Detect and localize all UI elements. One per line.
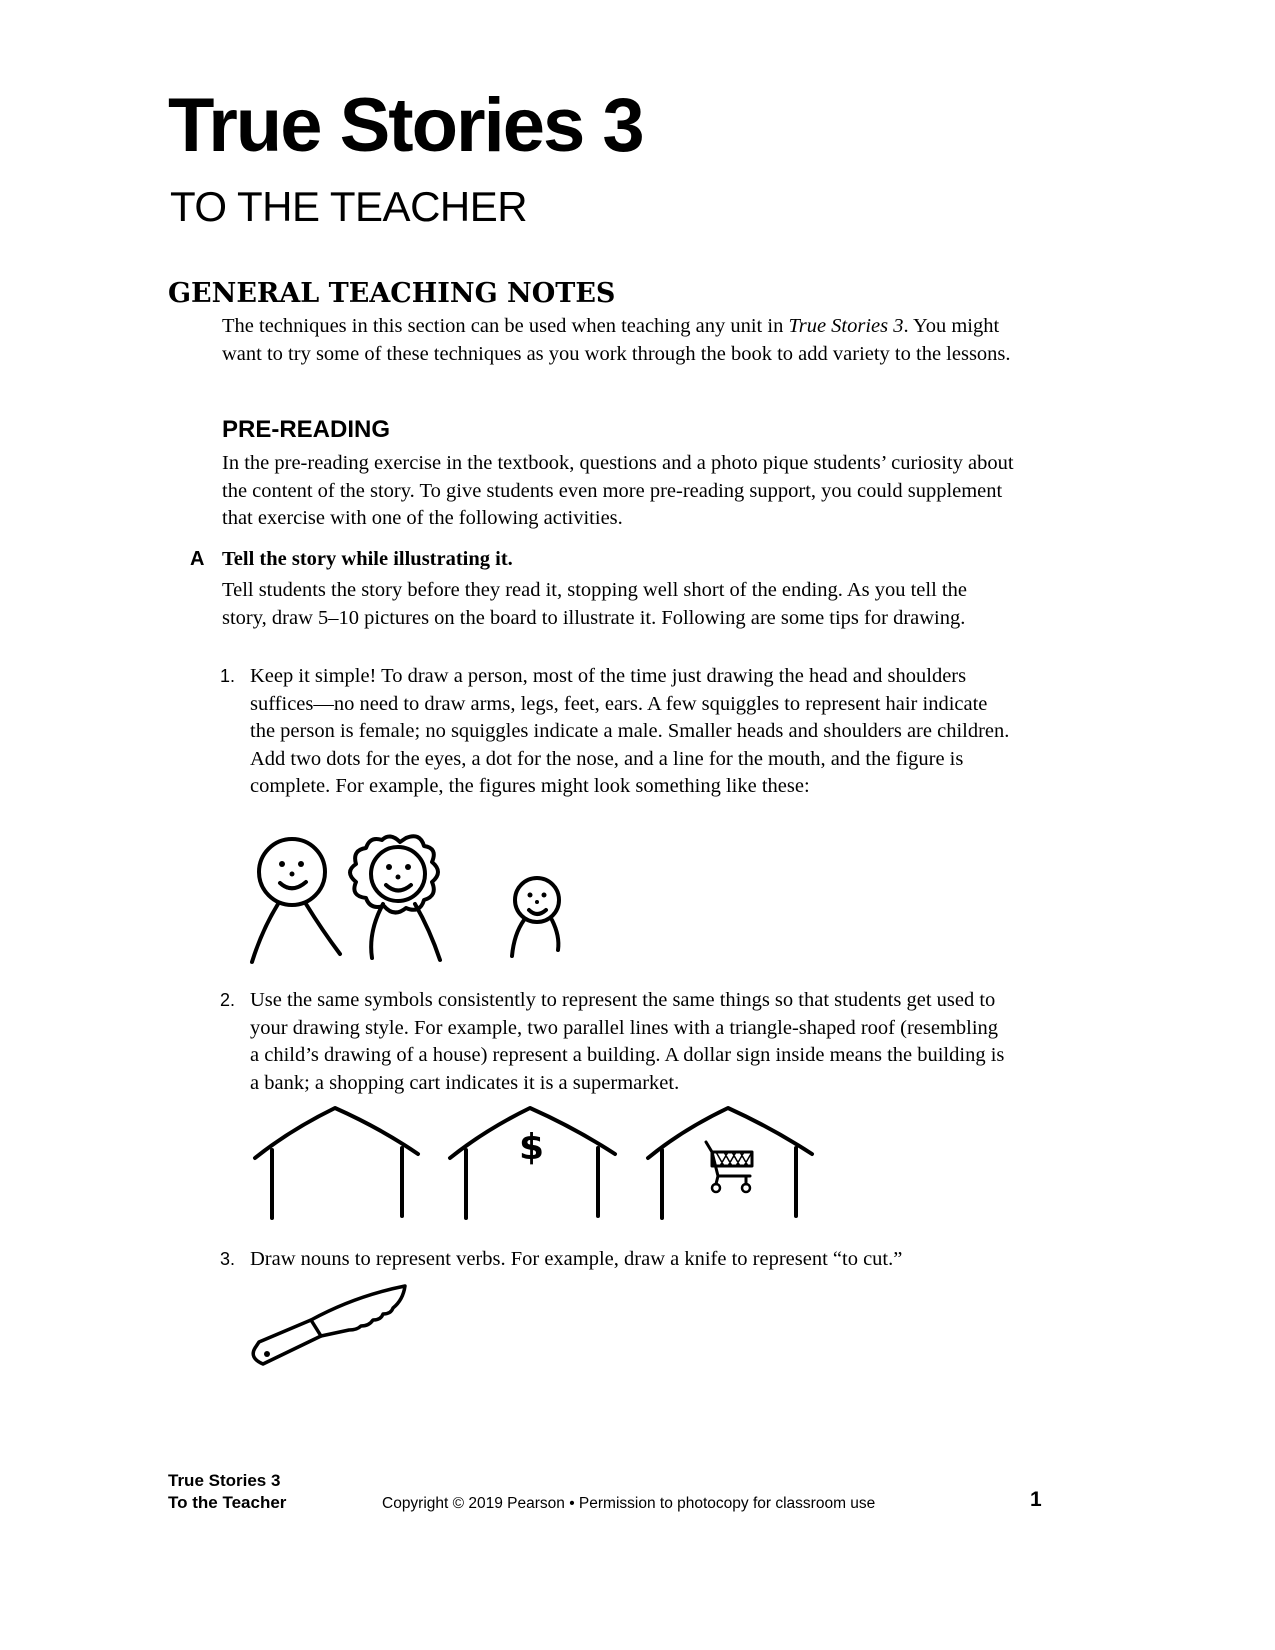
- section-heading: GENERAL TEACHING NOTES: [168, 278, 616, 309]
- pre-reading-paragraph: In the pre-reading exercise in the textbook, questions and a photo pique students’ curiosity about the content of the story. To give students even more pre-reading support, you could supplement that exercise with one of the following activities.: [222, 452, 1014, 529]
- activity-marker: A: [190, 548, 205, 570]
- tip-number: 2.: [220, 990, 236, 1010]
- tip-number: 3.: [220, 1249, 236, 1269]
- intro-text-end: . You might want to try some of these techniques as you work through the book to add variety to the lessons.: [222, 315, 1011, 365]
- tip-text: Use the same symbols consistently to represent the same things so that students get used to your drawing style. For example, two parallel lines with a triangle-shaped roof (resembling a child’s drawing of a house) represent a building. A dollar sign inside means the building is a bank; a shopping cart indicates it is a supermarket.: [250, 989, 1005, 1094]
- house-building: [255, 1108, 418, 1218]
- activity-title: Tell the story while illustrating it.: [222, 548, 513, 570]
- intro-text-start: The techniques in this section can be used when teaching any unit in: [222, 315, 789, 337]
- footer-copyright: Copyright © 2019 Pearson • Permission to photocopy for classroom use: [382, 1495, 876, 1512]
- tip-text: Keep it simple! To draw a person, most of the time just drawing the head and shoulders suffices—no need to draw arms, legs, feet, ears. A few squiggles to represent hair indicate the person is female; no squiggles indicate a male. Smaller heads and shoulders are children. Add two dots for the eyes, a dot for the nose, and a line for the mouth, and the figure is complete. For example, the figures might look something like these:: [250, 665, 1010, 797]
- page-title: True Stories 3: [168, 83, 643, 168]
- page-subtitle: TO THE TEACHER: [170, 183, 528, 230]
- people-figures-drawing: [240, 830, 580, 970]
- activity-paragraph: Tell students the story before they read it, stopping well short of the ending. As you tell the story, draw 5–10 pictures on the board to illustrate it. Following are some tips for drawing.: [222, 579, 967, 629]
- intro-paragraph: [222, 313, 1022, 368]
- tip-text: Draw nouns to represent verbs. For example, draw a knife to represent “to cut.”: [250, 1248, 903, 1270]
- dollar-sign-icon: $: [519, 1127, 545, 1168]
- footer-section: To the Teacher: [168, 1493, 287, 1512]
- page-number: 1: [1030, 1488, 1042, 1511]
- knife-drawing: [245, 1280, 415, 1370]
- pre-reading-heading: PRE-READING: [222, 416, 391, 443]
- tip-number: 1.: [220, 666, 236, 686]
- footer-book-title: True Stories 3: [168, 1471, 281, 1490]
- book-title-italic: True Stories 3: [788, 315, 904, 337]
- footer-book-info: [168, 1470, 286, 1514]
- supermarket-building: [648, 1108, 812, 1218]
